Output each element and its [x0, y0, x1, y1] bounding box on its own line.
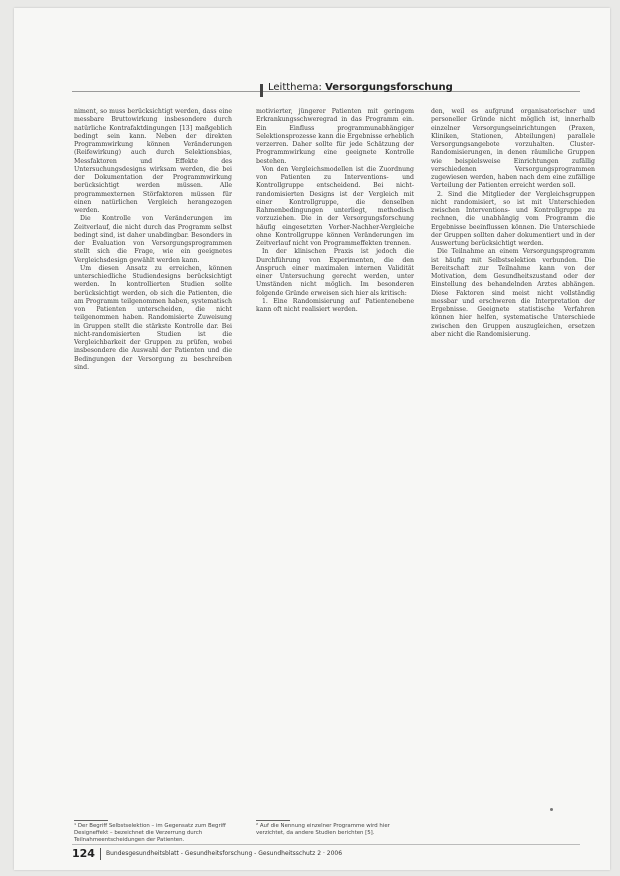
paragraph: motivierter, jüngerer Patienten mit geringem Erkrankungsschweregrad in das Programm ein. Ein Einfluss programmunabhängiger Selektionsprozesse kann die Ergebnisse erheblich verzerren. Daher sollte für jede Schätzung der Programmwirkung eine geeignete Kontrolle bestehen.: [256, 108, 414, 165]
text-column-left: [74, 108, 232, 813]
paragraph: In der klinischen Praxis ist jedoch die Durchführung von Experimenten, die den Anspruch einer maximalen internen Validität einer Untersuchung gerecht werden, unter Umständen nicht möglich. Im besonderen folgende Gründe erweisen sich hier als kritisch:: [256, 248, 414, 297]
page-number: 124: [72, 847, 95, 860]
scan-speck: [550, 808, 553, 811]
header-prefix: Leitthema:: [268, 82, 326, 93]
text-column-middle: [256, 108, 414, 818]
text-column-right: [431, 108, 595, 868]
footnote-middle: ² Auf die Nennung einzelner Programme wird hier verzichtet, da andere Studien berichten [5].: [256, 823, 390, 836]
footnote-left: ¹ Der Begriff Selbstselektion – im Gegensatz zum Begriff Designeffekt – bezeichnet die Verzerrung durch Teilnahmeentscheidungen der Patienten.: [74, 823, 226, 843]
footer-separator: [100, 848, 101, 860]
journal-citation: Bundesgesundheitsblatt - Gesundheitsforschung - Gesundheitsschutz 2 · 2006: [106, 850, 343, 857]
paragraph: Um diesen Ansatz zu erreichen, können unterschiedliche Studiendesigns berücksichtigt werden. In kontrollierten Studien sollte berücksichtigt werden, ob sich die Patienten, die am Programm teilgenommen haben, systematisch von Patienten unterscheiden, die nicht teilgenommen haben. Randomisierte Zuweisung in Gruppen stellt die stärkste Kontrolle dar. Bei nicht-randomisierten Studien ist die Vergleichbarkeit der Gruppen zu prüfen, wobei insbesondere die Auswahl der Patienten und die Bedingungen der Versorgung zu beschreiben sind.: [74, 264, 232, 371]
paragraph: den, weil es aufgrund organisatorischer und personeller Gründe nicht möglich ist, innerhalb einzelner Versorgungseinrichtungen (Praxen, Kliniken, Stationen, Abteilungen) parallele Versorgungsangebote vorzuhalten. Cluster-Randomisierungen, in denen räumliche Gruppen wie beispielsweise Einrichtungen zufällig verschiedenen Versorgungsprogrammen zugewiesen werden, haben nach dem eine zufällige Verteilung der Patienten erreicht werden soll.: [431, 108, 595, 190]
paragraph: 2. Sind die Mitglieder der Vergleichsgruppen nicht randomisiert, so ist mit Unterschieden zwischen Interventions- und Kontrollgruppe zu rechnen, die unabhängig vom Programm die Ergebnisse beeinflussen können. Die Unterschiede der Gruppen sollten daher dokumentiert und in der Auswertung berücksichtigt werden.: [431, 190, 595, 247]
header-text: [268, 82, 453, 93]
paragraph: Die Teilnahme an einem Versorgungsprogramm ist häufig mit Selbstselektion verbunden. Die Bereitschaft zur Teilnahme kann von der Motivation, dem Gesundheitszustand oder der Einstellung des behandelnden Arztes abhängen. Diese Faktoren sind meist nicht vollständig messbar und erschweren die Interpretation der Ergebnisse. Geeignete statistische Verfahren können hier helfen, systematische Unterschiede zwischen den Gruppen auszugleichen, ersetzen aber nicht die Randomisierung.: [431, 248, 595, 338]
paragraph: Von den Vergleichsmodellen ist die Zuordnung von Patienten zu Interventions- und Kontrollgruppe entscheidend. Bei nicht-randomisierten Designs ist der Vergleich mit einer Kontrollgruppe, die denselben Rahmenbedingungen unterliegt, methodisch vorzuziehen. Die in der Versorgungsforschung häufig eingesetzten Vorher-Nachher-Vergleiche ohne Kontrollgruppe können Veränderungen im Zeitverlauf nicht von Programmeffekten trennen.: [256, 165, 414, 247]
header-marker: [260, 84, 263, 97]
paragraph: Die Kontrolle von Veränderungen im Zeitverlauf, die nicht durch das Programm selbst bedingt sind, ist daher unabdingbar. Besonders in der Evaluation von Versorgungsprogrammen stellt sich die Frage, wie ein geeignetes Vergleichsdesign gewählt werden kann.: [74, 215, 232, 264]
paragraph: niment, so muss berücksichtigt werden, dass eine messbare Bruttowirkung insbesondere durch natürliche Kontrafaktdingungen [13] maßgeblich bedingt sein kann. Neben der direkten Programmwirkung können Veränderungen (Reifewirkung) auch durch Selektionsbias, Messfaktoren und Effekte des Untersuchungsdesigns wirksam werden, die bei der Dokumentation der Programmwirkung berücksichtigt werden müssen. Alle programmexternen Störfaktoren müssen für einen natürlichen Vergleich herangezogen werden.: [74, 108, 232, 214]
header-title: Versorgungsforschung: [325, 82, 453, 93]
footnote-rule-middle: [256, 820, 290, 821]
paragraph: 1. Eine Randomisierung auf Patientenebene kann oft nicht realisiert werden.: [256, 297, 414, 313]
footnote-rule-left: [74, 820, 108, 821]
journal-page: [14, 8, 610, 870]
footer-rule: [72, 844, 580, 845]
